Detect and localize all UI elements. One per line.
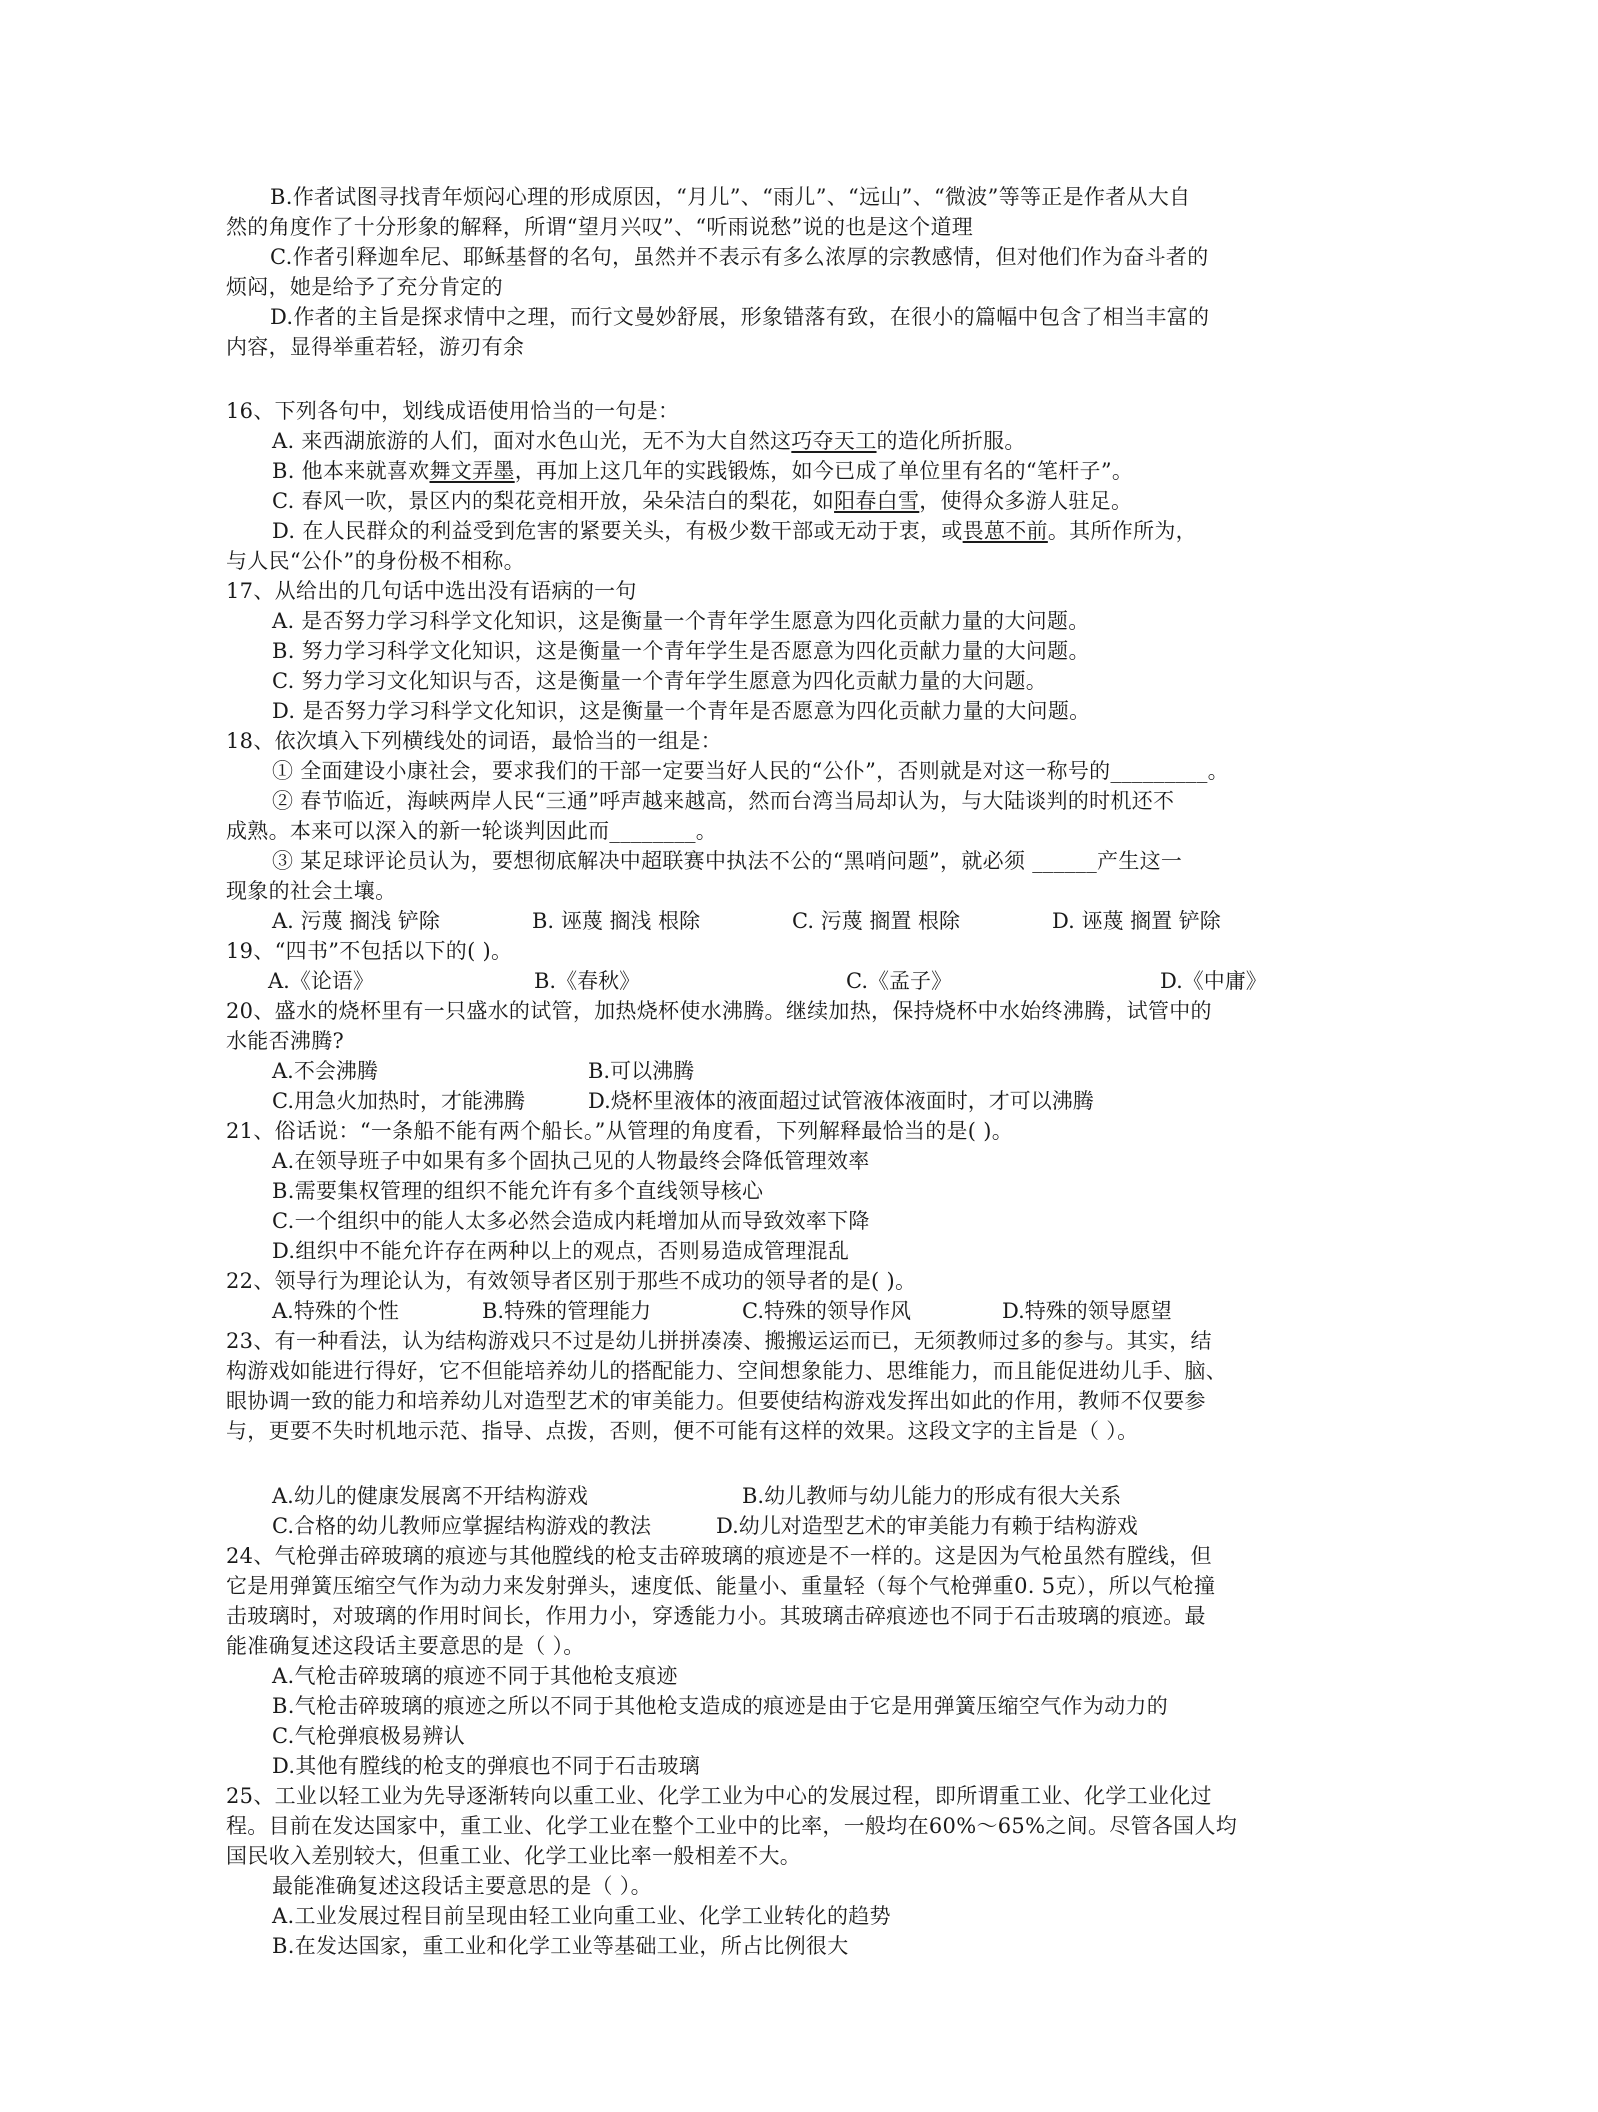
q18-sentence-2-line2: 成熟。本来可以深入的新一轮谈判因此而________。 [226,819,718,843]
q22-option-c: C.特殊的领导作风 [742,1299,911,1323]
q15-option-b-line1: B.作者试图寻找青年烦闷心理的形成原因，“月儿”、“雨儿”、“远山”、“微波”等等正是作者从大自 [270,185,1191,209]
q16-option-d-line2: 与人民“公仆”的身份极不相称。 [226,549,525,573]
q25-stem: 最能准确复述这段话主要意思的是（ ）。 [272,1874,652,1898]
q21-option-c: C.一个组织中的能人太多必然会造成内耗增加从而导致效率下降 [272,1209,870,1233]
q16-option-a [272,427,1026,455]
q19-option-b: B.《春秋》 [534,969,641,993]
q16-stem: 16、下列各句中，划线成语使用恰当的一句是： [226,399,680,423]
q18-sentence-3-line2: 现象的社会土壤。 [226,879,397,903]
q21-option-d: D.组织中不能允许存在两种以上的观点，否则易造成管理混乱 [272,1239,850,1263]
q20-stem-line1: 20、盛水的烧杯里有一只盛水的试管，加热烧杯使水沸腾。继续加热，保持烧杯中水始终沸腾，试管中的 [226,999,1212,1023]
q16-option-d [272,517,1197,545]
q24-passage-line2: 它是用弹簧压缩空气作为动力来发射弹头，速度低、能量小、重量轻（每个气枪弹重0. 5克），所以气枪撞 [226,1574,1216,1598]
q18-option-d: D. 诬蔑 搁置 铲除 [1052,909,1221,933]
q18-sentence-2-line1: ② 春节临近，海峡两岸人民“三通”呼声越来越高，然而台湾当局却认为，与大陆谈判的时机还不 [272,789,1175,813]
q23-option-b: B.幼儿教师与幼儿能力的形成有很大关系 [742,1484,1122,1508]
q15-option-d-line2: 内容，显得举重若轻，游刃有余 [226,335,525,359]
q24-passage-line1: 24、气枪弹击碎玻璃的痕迹与其他膛线的枪支击碎玻璃的痕迹是不一样的。这是因为气枪虽然有膛线，但 [226,1544,1212,1568]
q25-passage-line3: 国民收入差别较大，但重工业、化学工业比率一般相差不大。 [226,1844,802,1868]
q23-passage-line2: 构游戏如能进行得好，它不但能培养幼儿的搭配能力、空间想象能力、思维能力，而且能促进幼儿手、脑、 [226,1359,1228,1383]
q16-d-text: D. 在人民群众的利益受到危害的紧要关头，有极少数干部或无动于衷，或 [272,519,963,543]
q20-option-a: A.不会沸腾 [272,1059,378,1083]
q23-option-a: A.幼儿的健康发展离不开结构游戏 [272,1484,588,1508]
q16-a-text-end: 的造化所折服。 [876,429,1026,453]
q19-option-d: D.《中庸》 [1160,969,1267,993]
q16-d-text-end: 。其所作所为， [1047,519,1197,543]
q21-option-b: B.需要集权管理的组织不能允许有多个直线领导核心 [272,1179,764,1203]
q25-passage-line1: 25、工业以轻工业为先导逐渐转向以重工业、化学工业为中心的发展过程，即所谓重工业、化学工业化过 [226,1784,1212,1808]
q17-option-b: B. 努力学习科学文化知识，这是衡量一个青年学生是否愿意为四化贡献力量的大问题。 [272,639,1090,663]
q16-c-text-end: ，使得众多游人驻足。 [919,489,1133,513]
q23-passage-line4: 与，更要不失时机地示范、指导、点拨，否则，便不可能有这样的效果。这段文字的主旨是（ ）。 [226,1419,1139,1443]
q18-stem: 18、依次填入下列横线处的词语，最恰当的一组是： [226,729,722,753]
q21-option-a: A.在领导班子中如果有多个固执己见的人物最终会降低管理效率 [272,1149,870,1173]
q15-option-d-line1: D.作者的主旨是探求情中之理，而行文曼妙舒展，形象错落有致，在很小的篇幅中包含了相当丰富的 [270,305,1210,329]
q22-option-b: B.特殊的管理能力 [482,1299,652,1323]
q19-stem: 19、“四书”不包括以下的( )。 [226,939,513,963]
q16-option-c [272,487,1132,515]
q17-option-a: A. 是否努力学习科学文化知识，这是衡量一个青年学生愿意为四化贡献力量的大问题。 [272,609,1090,633]
q25-option-b: B.在发达国家，重工业和化学工业等基础工业，所占比例很大 [272,1934,849,1958]
q16-b-idiom: 舞文弄墨 [429,459,515,483]
q21-stem: 21、俗话说：“一条船不能有两个船长。”从管理的角度看，下列解释最恰当的是( )。 [226,1119,1014,1143]
q25-passage-line2: 程。目前在发达国家中，重工业、化学工业在整个工业中的比率，一般均在60%～65%之间。尽管各国人均 [226,1814,1238,1838]
q18-sentence-1: ① 全面建设小康社会，要求我们的干部一定要当好人民的“公仆”，否则就是对这一称号的_________。 [272,759,1229,783]
q16-c-idiom: 阳春白雪 [834,489,920,513]
q20-option-c: C.用急火加热时，才能沸腾 [272,1089,525,1113]
q16-a-idiom: 巧夺天工 [791,429,877,453]
q23-passage-line3: 眼协调一致的能力和培养幼儿对造型艺术的审美能力。但要使结构游戏发挥出如此的作用，教师不仅要参 [226,1389,1206,1413]
q20-option-d: D.烧杯里液体的液面超过试管液体液面时，才可以沸腾 [588,1089,1094,1113]
q19-option-c: C.《孟子》 [846,969,952,993]
q16-b-text-end: ，再加上这几年的实践锻炼，如今已成了单位里有名的“笔杆子”。 [514,459,1134,483]
q22-stem: 22、领导行为理论认为，有效领导者区别于那些不成功的领导者的是( )。 [226,1269,917,1293]
q24-passage-line3: 击玻璃时，对玻璃的作用时间长，作用力小，穿透能力小。其玻璃击碎痕迹也不同于石击玻璃的痕迹。最 [226,1604,1206,1628]
q23-option-d: D.幼儿对造型艺术的审美能力有赖于结构游戏 [716,1514,1138,1538]
q23-passage-line1: 23、有一种看法，认为结构游戏只不过是幼儿拼拼凑凑、搬搬运运而已，无须教师过多的参与。其实，结 [226,1329,1212,1353]
q23-option-c: C.合格的幼儿教师应掌握结构游戏的教法 [272,1514,651,1538]
q15-option-b-line2: 然的角度作了十分形象的解释，所谓“望月兴叹”、“听雨说愁”说的也是这个道理 [226,215,974,239]
q17-option-c: C. 努力学习文化知识与否，这是衡量一个青年学生愿意为四化贡献力量的大问题。 [272,669,1048,693]
q25-option-a: A.工业发展过程目前呈现由轻工业向重工业、化学工业转化的趋势 [272,1904,891,1928]
q16-d-idiom: 畏葸不前 [962,519,1048,543]
q17-stem: 17、从给出的几句话中选出没有语病的一句 [226,579,637,603]
q24-option-a: A.气枪击碎玻璃的痕迹不同于其他枪支痕迹 [272,1664,678,1688]
q20-stem-line2: 水能否沸腾? [226,1029,345,1053]
q24-option-c: C.气枪弹痕极易辨认 [272,1724,465,1748]
q16-option-b [272,457,1133,485]
q22-option-a: A.特殊的个性 [272,1299,399,1323]
q18-sentence-3-line1: ③ 某足球评论员认为，要想彻底解决中超联赛中执法不公的“黑哨问题”，就必须 ______产生这一 [272,849,1183,873]
q18-option-b: B. 诬蔑 搁浅 根除 [532,909,701,933]
q20-option-b: B.可以沸腾 [588,1059,695,1083]
q16-b-text: B. 他本来就喜欢 [272,459,430,483]
q24-option-d: D.其他有膛线的枪支的弹痕也不同于石击玻璃 [272,1754,701,1778]
q15-option-c-line2: 烦闷，她是给予了充分肯定的 [226,275,503,299]
q18-option-a: A. 污蔑 搁浅 铲除 [272,909,440,933]
q24-option-b: B.气枪击碎玻璃的痕迹之所以不同于其他枪支造成的痕迹是由于它是用弹簧压缩空气作为动力的 [272,1694,1169,1718]
q16-a-text: A. 来西湖旅游的人们，面对水色山光，无不为大自然这 [272,429,792,453]
q22-option-d: D.特殊的领导愿望 [1002,1299,1172,1323]
q24-passage-line4: 能准确复述这段话主要意思的是（ ）。 [226,1634,585,1658]
q15-option-c-line1: C.作者引释迦牟尼、耶稣基督的名句，虽然并不表示有多么浓厚的宗教感情，但对他们作为奋斗者的 [270,245,1209,269]
q16-c-text: C. 春风一吹，景区内的梨花竞相开放，朵朵洁白的梨花，如 [272,489,835,513]
q19-option-a: A.《论语》 [268,969,374,993]
q17-option-d: D. 是否努力学习科学文化知识，这是衡量一个青年是否愿意为四化贡献力量的大问题。 [272,699,1091,723]
q18-option-c: C. 污蔑 搁置 根除 [792,909,961,933]
